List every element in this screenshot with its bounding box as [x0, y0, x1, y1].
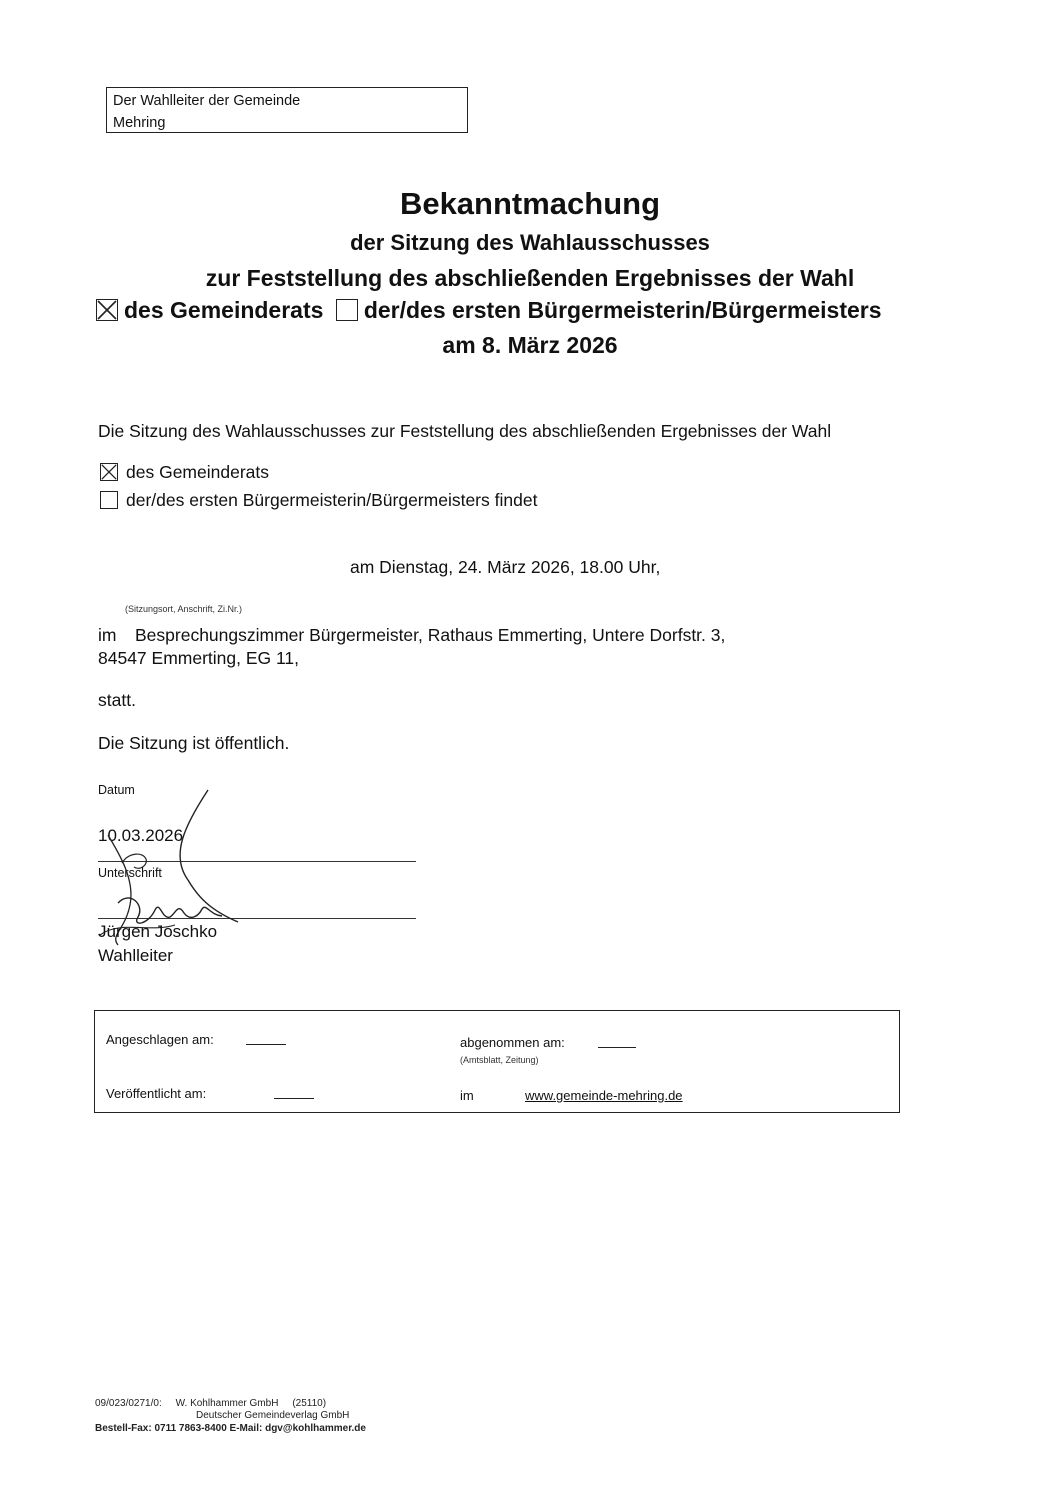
imprint-line-3: Bestell-Fax: 0711 7863-8400 E-Mail: dgv@kohlhammer.de: [95, 1423, 366, 1434]
heading-buergermeister-checkbox: [336, 299, 358, 321]
sender-line-1: Der Wahlleiter der Gemeinde: [113, 93, 301, 109]
removed-label: abgenommen am:: [460, 1035, 565, 1050]
location-line-1: Besprechungszimmer Bürgermeister, Rathaus Emmerting, Untere Dorfstr. 3,: [135, 625, 726, 645]
meeting-datetime: am Dienstag, 24. März 2026, 18.00 Uhr,: [350, 557, 661, 577]
removed-hint: (Amtsblatt, Zeitung): [460, 1055, 539, 1065]
published-label: Veröffentlicht am:: [106, 1086, 207, 1101]
heading-gemeinderat-checkbox: [96, 299, 118, 321]
signer-name: Jürgen Joschko: [98, 922, 218, 941]
sender-line-2: Mehring: [113, 115, 166, 131]
heading-options: [96, 297, 996, 324]
heading-date: am 8. März 2026: [442, 332, 618, 358]
gemeinderat-checkbox: [100, 463, 118, 481]
imprint-line-2: Deutscher Gemeindeverlag GmbH: [196, 1410, 350, 1421]
in-label: im: [460, 1088, 474, 1103]
signer-role: Wahlleiter: [98, 946, 173, 965]
checked-cross-icon: [97, 300, 117, 320]
signature-label: Unterschrift: [98, 866, 162, 880]
website-link[interactable]: www.gemeinde-mehring.de: [525, 1088, 683, 1103]
sender-box: [106, 87, 468, 133]
heading-gemeinderat-label: des Gemeinderats: [124, 297, 324, 323]
posted-blank: [246, 1030, 286, 1045]
document-title: Bekanntmachung: [399, 186, 661, 221]
buergermeister-checkbox: [100, 491, 118, 509]
published-blank: [274, 1084, 314, 1099]
date-value: 10.03.2026: [98, 826, 184, 845]
posted-label: Angeschlagen am:: [106, 1032, 214, 1047]
gemeinderat-label: des Gemeinderats: [126, 462, 269, 482]
location-prefix: im: [98, 625, 117, 645]
heading-line-2: der Sitzung des Wahlausschusses: [350, 230, 710, 255]
checked-cross-icon: [101, 464, 117, 480]
intro-text: Die Sitzung des Wahlausschusses zur Feststellung des abschließenden Ergebnisses der Wahl: [98, 421, 832, 441]
heading-buergermeister-label: der/des ersten Bürgermeisterin/Bürgermeisters: [363, 297, 882, 323]
option-gemeinderat: [100, 462, 269, 483]
option-buergermeister: [100, 490, 537, 511]
heading-line-3: zur Feststellung des abschließenden Ergebnisses der Wahl: [205, 265, 855, 291]
date-label: Datum: [98, 783, 135, 797]
statt-text: statt.: [98, 690, 136, 710]
removed-blank: [598, 1033, 636, 1048]
public-notice: Die Sitzung ist öffentlich.: [98, 733, 290, 753]
imprint-line-1: 09/023/0271/0: W. Kohlhammer GmbH (25110): [95, 1398, 327, 1409]
location-line-2: 84547 Emmerting, EG 11,: [98, 648, 300, 668]
buergermeister-label: der/des ersten Bürgermeisterin/Bürgermeisters findet: [126, 490, 538, 510]
location-hint: (Sitzungsort, Anschrift, Zi.Nr.): [125, 604, 243, 614]
